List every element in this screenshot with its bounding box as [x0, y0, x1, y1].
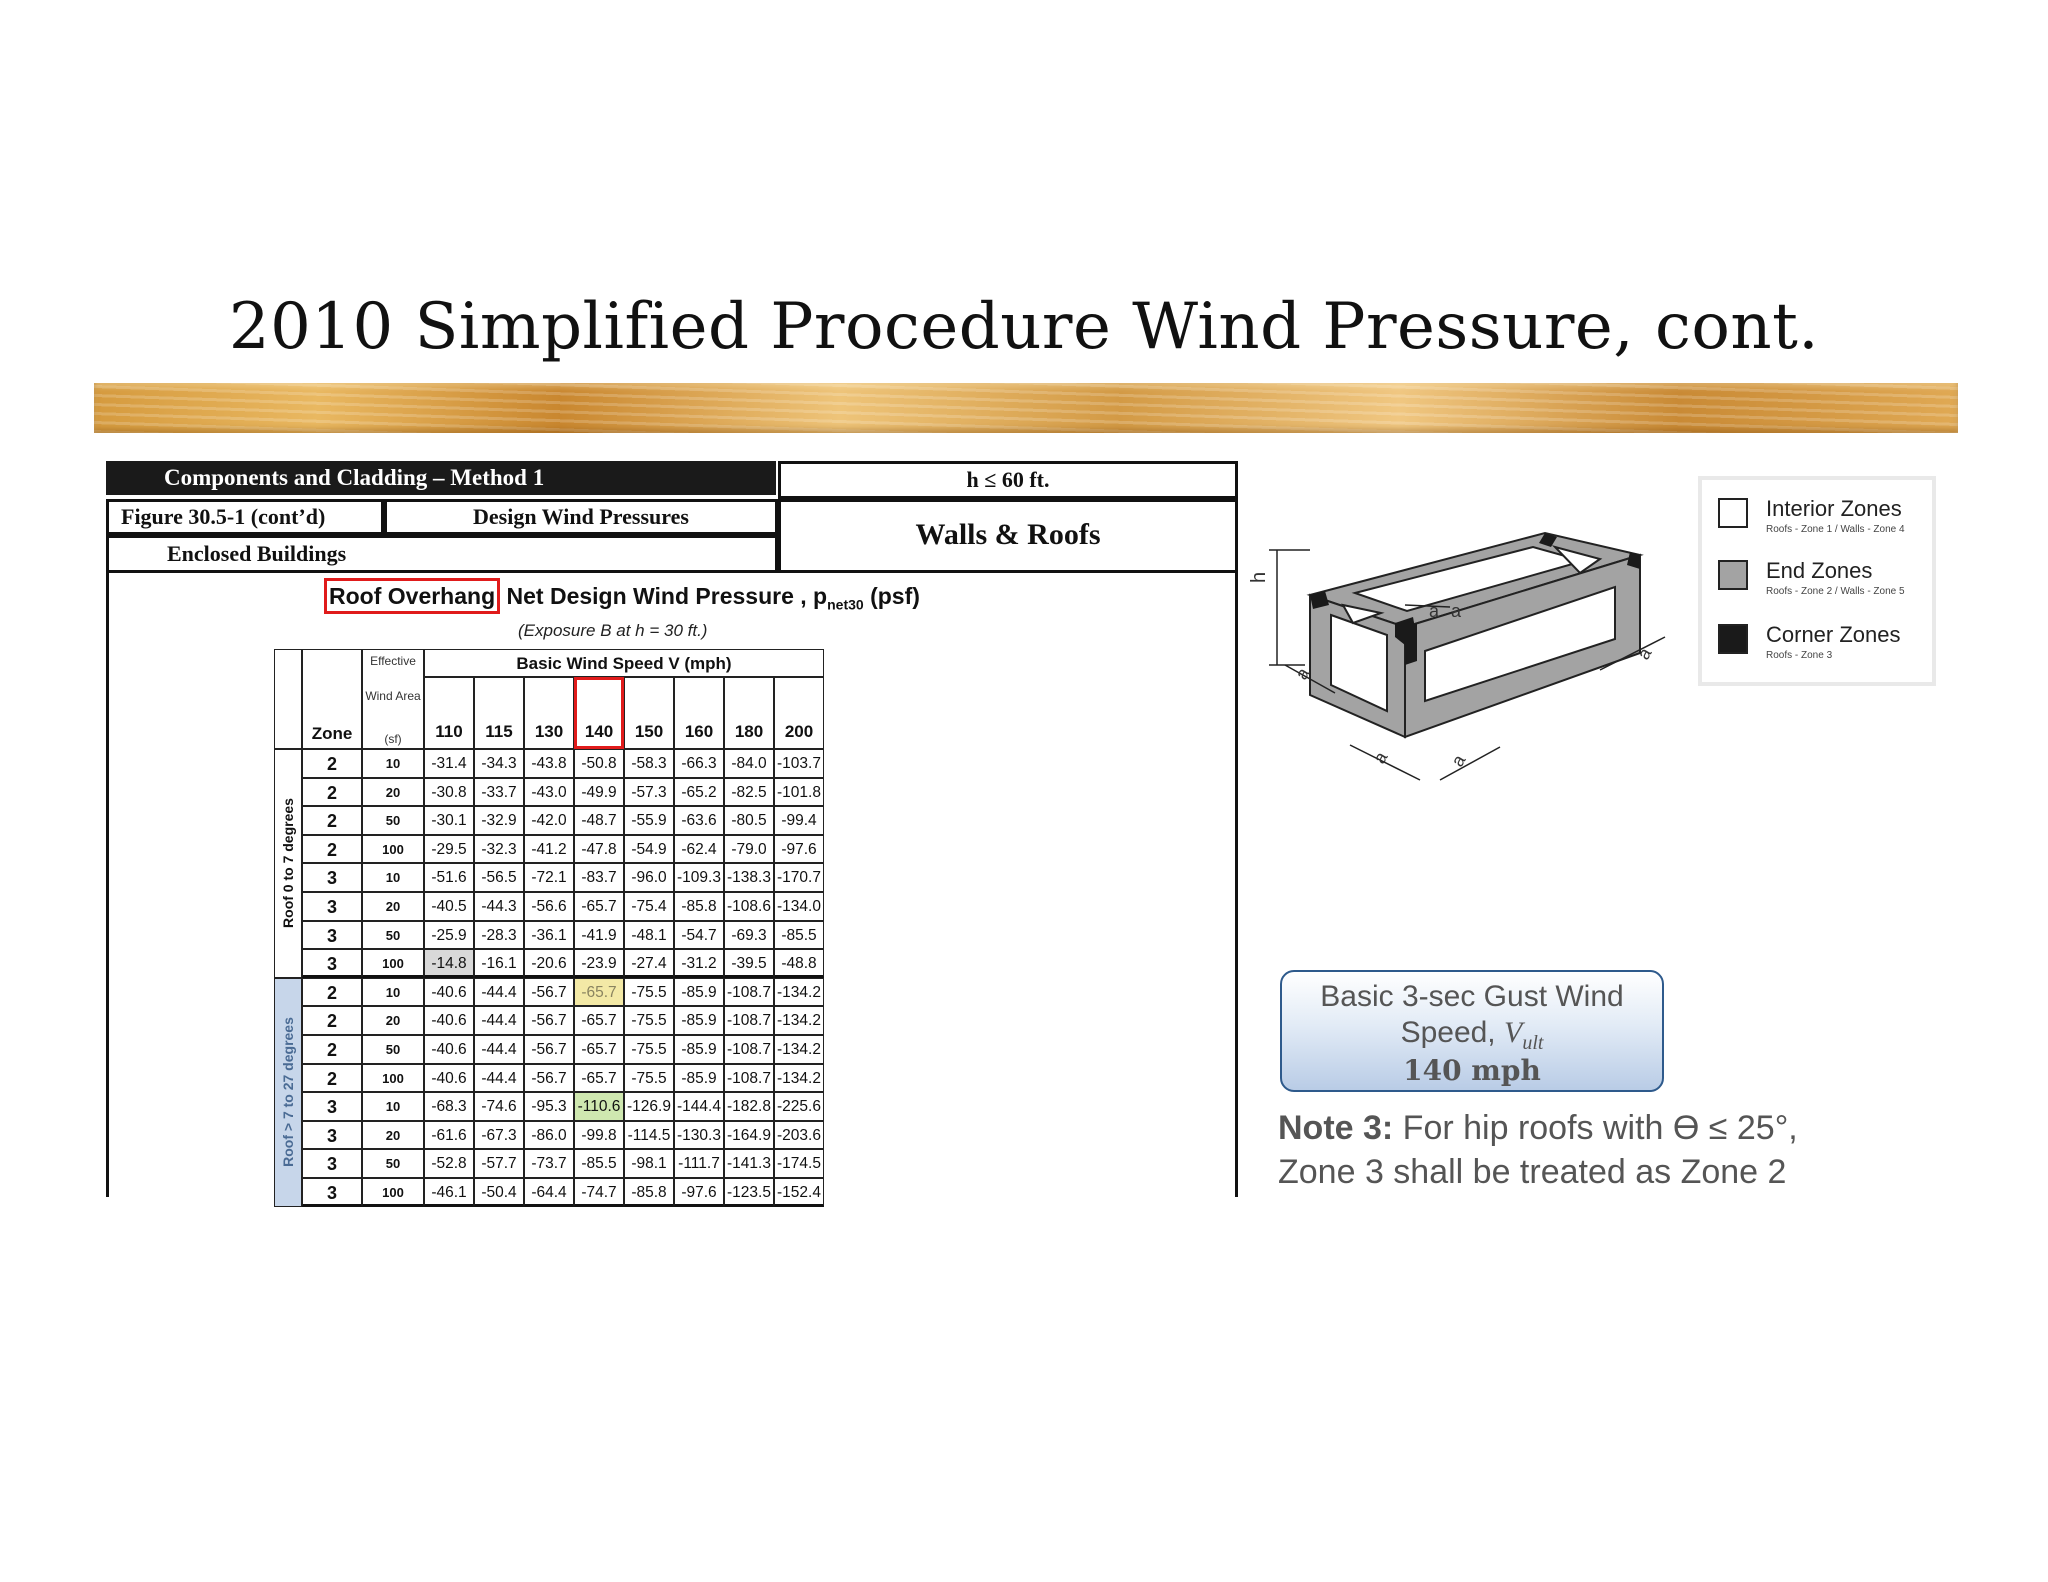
pressure-cell: -108.7 [724, 978, 774, 1007]
pressure-cell: -31.4 [424, 749, 474, 778]
legend-swatch-interior [1718, 498, 1748, 528]
callout-var: V [1503, 1016, 1523, 1049]
pressure-cell: -75.4 [624, 892, 674, 921]
pressure-cell: -85.5 [774, 921, 824, 950]
pressure-cell: -23.9 [574, 949, 624, 978]
pressure-cell: -27.4 [624, 949, 674, 978]
header-enclosed-buildings: Enclosed Buildings [106, 535, 778, 573]
pressure-cell: -64.4 [524, 1178, 574, 1207]
pressure-cell-highlighted: -65.7 [574, 978, 624, 1007]
pressure-cell: -25.9 [424, 921, 474, 950]
pressure-cell: -84.0 [724, 749, 774, 778]
area-cell: 10 [362, 863, 424, 892]
pressure-cell: -95.3 [524, 1092, 574, 1121]
pressure-cell: -44.4 [474, 1064, 524, 1093]
zone-legend [1698, 476, 1936, 686]
pressure-cell: -56.7 [524, 1035, 574, 1064]
figure-id: Figure 30.5-1 (cont’d) [106, 499, 384, 535]
note-text: For hip roofs with ϴ ≤ 25°, Zone 3 shall be treated as Zone 2 [1278, 1109, 1798, 1191]
zone-cell: 2 [302, 749, 362, 778]
area-cell: 20 [362, 1006, 424, 1035]
area-cell: 10 [362, 749, 424, 778]
column-header-area [362, 649, 424, 749]
area-header-line: Effective [370, 654, 416, 668]
zone-cell: 3 [302, 1092, 362, 1121]
pressure-cell: -65.2 [674, 778, 724, 807]
pressure-cell: -56.5 [474, 863, 524, 892]
pressure-cell: -225.6 [774, 1092, 824, 1121]
pressure-cell: -32.3 [474, 835, 524, 864]
area-cell: 20 [362, 1121, 424, 1150]
pressure-cell: -85.9 [674, 1064, 724, 1093]
pressure-cell: -108.7 [724, 1064, 774, 1093]
exposure-note: (Exposure B at h = 30 ft.) [518, 621, 708, 640]
pressure-cell: -97.6 [674, 1178, 724, 1207]
pressure-cell: -74.7 [574, 1178, 624, 1207]
pressure-cell: -85.9 [674, 1006, 724, 1035]
speed-group-header: Basic Wind Speed V (mph) [424, 649, 824, 677]
legend-sub-end: Roofs - Zone 2 / Walls - Zone 5 [1766, 586, 1905, 597]
pressure-cell: -99.8 [574, 1121, 624, 1150]
pressure-cell: -44.3 [474, 892, 524, 921]
area-cell: 50 [362, 1149, 424, 1178]
column-header-zone: Zone [302, 649, 362, 749]
group-label-0 [274, 749, 302, 978]
dim-a-label: a [1291, 664, 1314, 683]
pressure-cell: -44.4 [474, 1006, 524, 1035]
pressure-cell: -50.4 [474, 1178, 524, 1207]
area-header-line: (sf) [384, 732, 402, 746]
pressure-cell: -75.5 [624, 978, 674, 1007]
area-header-line: Wind Area [365, 689, 421, 703]
zone-cell: 3 [302, 1121, 362, 1150]
pressure-cell: -56.7 [524, 1064, 574, 1093]
zone-cell: 3 [302, 1149, 362, 1178]
selected-speed-highlight [574, 677, 624, 749]
pressure-cell: -48.7 [574, 806, 624, 835]
pressure-cell: -51.6 [424, 863, 474, 892]
pressure-cell: -36.1 [524, 921, 574, 950]
pressure-cell: -182.8 [724, 1092, 774, 1121]
note-label: Note 3: [1278, 1109, 1394, 1147]
pressure-cell: -103.7 [774, 749, 824, 778]
pressure-cell: -44.4 [474, 978, 524, 1007]
pressure-cell: -62.4 [674, 835, 724, 864]
pressure-cell: -203.6 [774, 1121, 824, 1150]
zone-cell: 2 [302, 1064, 362, 1093]
speed-header-115: 115 [474, 677, 524, 749]
wind-speed-callout [1280, 970, 1664, 1092]
pressure-cell: -57.3 [624, 778, 674, 807]
pressure-cell: -16.1 [474, 949, 524, 978]
pressure-cell: -108.6 [724, 892, 774, 921]
pressure-cell: -74.6 [474, 1092, 524, 1121]
pressure-cell: -48.1 [624, 921, 674, 950]
pressure-cell: -42.0 [524, 806, 574, 835]
zone-cell: 2 [302, 806, 362, 835]
pressure-cell: -52.8 [424, 1149, 474, 1178]
pressure-cell: -40.6 [424, 1064, 474, 1093]
pressure-cell: -75.5 [624, 1006, 674, 1035]
area-cell: 100 [362, 1064, 424, 1093]
pressure-cell: -134.0 [774, 892, 824, 921]
pressure-cell: -40.5 [424, 892, 474, 921]
pressure-cell: -85.9 [674, 1035, 724, 1064]
pressure-cell: -73.7 [524, 1149, 574, 1178]
pressure-cell: -134.2 [774, 1006, 824, 1035]
zone-cell: 2 [302, 978, 362, 1007]
pressure-cell: -141.3 [724, 1149, 774, 1178]
legend-title-end: End Zones [1766, 558, 1873, 583]
pressure-cell: -41.9 [574, 921, 624, 950]
pressure-cell: -174.5 [774, 1149, 824, 1178]
pressure-cell: -63.6 [674, 806, 724, 835]
speed-header-150: 150 [624, 677, 674, 749]
pressure-cell: -57.7 [474, 1149, 524, 1178]
header-design-wind-pressures: Design Wind Pressures [384, 499, 778, 535]
callout-speed-value: 140 mph [1403, 1054, 1541, 1087]
area-cell: 10 [362, 978, 424, 1007]
zone-cell: 2 [302, 1035, 362, 1064]
dim-a-label: a [1451, 601, 1462, 621]
dim-a-label: a [1429, 601, 1440, 621]
legend-title-corner: Corner Zones [1766, 622, 1901, 647]
pressure-cell: -39.5 [724, 949, 774, 978]
pressure-cell: -47.8 [574, 835, 624, 864]
pressure-cell: -28.3 [474, 921, 524, 950]
legend-swatch-end [1718, 560, 1748, 590]
pressure-cell: -66.3 [674, 749, 724, 778]
pressure-cell: -144.4 [674, 1092, 724, 1121]
pressure-cell: -152.4 [774, 1178, 824, 1207]
pressure-cell: -50.8 [574, 749, 624, 778]
pressure-cell: -68.3 [424, 1092, 474, 1121]
pressure-cell-highlighted: -14.8 [424, 949, 474, 978]
pressure-cell: -108.7 [724, 1035, 774, 1064]
pressure-cell: -98.1 [624, 1149, 674, 1178]
pressure-cell: -56.7 [524, 1006, 574, 1035]
pressure-cell: -65.7 [574, 1035, 624, 1064]
pressure-cell: -126.9 [624, 1092, 674, 1121]
pressure-cell: -134.2 [774, 978, 824, 1007]
group-label-text: Roof > 7 to 27 degrees [280, 1017, 296, 1168]
pressure-cell: -97.6 [774, 835, 824, 864]
pressure-cell: -43.0 [524, 778, 574, 807]
pressure-cell: -99.4 [774, 806, 824, 835]
roof-overhang-highlight: Roof Overhang [324, 578, 500, 614]
zone-cell: 2 [302, 835, 362, 864]
pressure-cell: -56.7 [524, 978, 574, 1007]
group-label-1 [274, 978, 302, 1207]
pressure-cell-highlighted: -110.6 [574, 1092, 624, 1121]
pressure-cell: -20.6 [524, 949, 574, 978]
dim-h-label: h [1248, 571, 1270, 583]
pressure-cell: -30.8 [424, 778, 474, 807]
pressure-cell: -96.0 [624, 863, 674, 892]
frame-left [106, 573, 109, 1197]
zone-cell: 3 [302, 863, 362, 892]
pressure-cell: -101.8 [774, 778, 824, 807]
wood-divider-bar [94, 383, 1958, 433]
pressure-cell: -75.5 [624, 1035, 674, 1064]
pressure-cell: -44.4 [474, 1035, 524, 1064]
table-title [324, 583, 920, 613]
pressure-cell: -54.7 [674, 921, 724, 950]
building-zone-diagram [1248, 455, 1695, 805]
pressure-cell: -43.8 [524, 749, 574, 778]
zone-cell: 3 [302, 949, 362, 978]
pressure-cell: -65.7 [574, 1064, 624, 1093]
pressure-cell: -40.6 [424, 1006, 474, 1035]
zone-cell: 3 [302, 892, 362, 921]
pressure-cell: -58.3 [624, 749, 674, 778]
pressure-cell: -134.2 [774, 1035, 824, 1064]
header-walls-roofs: Walls & Roofs [778, 499, 1238, 573]
pressure-cell: -30.1 [424, 806, 474, 835]
pressure-cell: -114.5 [624, 1121, 674, 1150]
legend-sub-interior: Roofs - Zone 1 / Walls - Zone 4 [1766, 524, 1905, 535]
pressure-cell: -40.6 [424, 1035, 474, 1064]
pressure-cell: -85.5 [574, 1149, 624, 1178]
pressure-cell: -65.7 [574, 1006, 624, 1035]
pressure-cell: -134.2 [774, 1064, 824, 1093]
pressure-cell: -46.1 [424, 1178, 474, 1207]
dim-a-label: a [1633, 644, 1656, 663]
dim-a-label: a [1369, 748, 1392, 767]
area-cell: 100 [362, 835, 424, 864]
callout-line2-prefix: Speed, [1400, 1016, 1504, 1049]
speed-header-200: 200 [774, 677, 824, 749]
area-cell: 10 [362, 1092, 424, 1121]
pressure-cell: -34.3 [474, 749, 524, 778]
pressure-cell: -31.2 [674, 949, 724, 978]
dim-a-label: a [1447, 751, 1470, 770]
pressure-cell: -29.5 [424, 835, 474, 864]
speed-header-110: 110 [424, 677, 474, 749]
pressure-cell: -49.9 [574, 778, 624, 807]
zone-cell: 2 [302, 778, 362, 807]
zone-cell: 3 [302, 1178, 362, 1207]
pressure-cell: -55.9 [624, 806, 674, 835]
area-cell: 50 [362, 1035, 424, 1064]
pressure-cell: -33.7 [474, 778, 524, 807]
pressure-cell: -85.9 [674, 978, 724, 1007]
area-cell: 50 [362, 806, 424, 835]
speed-header-130: 130 [524, 677, 574, 749]
table-title-sub: net30 [827, 596, 864, 613]
pressure-cell: -56.6 [524, 892, 574, 921]
pressure-cell: -170.7 [774, 863, 824, 892]
callout-line2 [1282, 1016, 1662, 1055]
area-cell: 20 [362, 892, 424, 921]
legend-sub-corner: Roofs - Zone 3 [1766, 650, 1833, 661]
pressure-cell: -41.2 [524, 835, 574, 864]
note-3 [1278, 1106, 1878, 1194]
pressure-cell: -85.8 [674, 892, 724, 921]
pressure-cell: -61.6 [424, 1121, 474, 1150]
pressure-cell: -67.3 [474, 1121, 524, 1150]
pressure-cell: -111.7 [674, 1149, 724, 1178]
figure-panel [106, 461, 1238, 1203]
pressure-cell: -48.8 [774, 949, 824, 978]
pressure-cell: -79.0 [724, 835, 774, 864]
table-title-rest: Net Design Wind Pressure , p [500, 583, 828, 609]
header-method: Components and Cladding – Method 1 [106, 461, 776, 495]
speed-header-140: 140 [574, 677, 624, 749]
pressure-cell: -85.8 [624, 1178, 674, 1207]
pressure-cell: -123.5 [724, 1178, 774, 1207]
group-label-text: Roof 0 to 7 degrees [280, 798, 297, 929]
area-cell: 100 [362, 1178, 424, 1207]
header-height-limit: h ≤ 60 ft. [778, 461, 1238, 499]
speed-header-160: 160 [674, 677, 724, 749]
speed-header-180: 180 [724, 677, 774, 749]
frame-right [1235, 573, 1238, 1197]
callout-line1: Basic 3-sec Gust Wind [1320, 980, 1624, 1013]
pressure-cell: -108.7 [724, 1006, 774, 1035]
zone-cell: 2 [302, 1006, 362, 1035]
pressure-cell: -54.9 [624, 835, 674, 864]
area-cell: 100 [362, 949, 424, 978]
legend-title-interior: Interior Zones [1766, 496, 1902, 521]
area-cell: 20 [362, 778, 424, 807]
pressure-cell: -75.5 [624, 1064, 674, 1093]
legend-swatch-corner [1718, 624, 1748, 654]
pressure-cell: -138.3 [724, 863, 774, 892]
zone-cell: 3 [302, 921, 362, 950]
pressure-cell: -69.3 [724, 921, 774, 950]
pressure-cell: -109.3 [674, 863, 724, 892]
pressure-cell: -65.7 [574, 892, 624, 921]
pressure-cell: -72.1 [524, 863, 574, 892]
pressure-cell: -86.0 [524, 1121, 574, 1150]
pressure-cell: -82.5 [724, 778, 774, 807]
pressure-cell: -80.5 [724, 806, 774, 835]
table-header-corner [274, 649, 302, 749]
callout-var-sub: ult [1522, 1032, 1544, 1054]
pressure-cell: -40.6 [424, 978, 474, 1007]
pressure-cell: -32.9 [474, 806, 524, 835]
area-cell: 50 [362, 921, 424, 950]
slide-title: 2010 Simplified Procedure Wind Pressure, cont. [228, 290, 1820, 364]
pressure-cell: -130.3 [674, 1121, 724, 1150]
table-title-unit: (psf) [863, 583, 920, 609]
pressure-cell: -164.9 [724, 1121, 774, 1150]
pressure-cell: -83.7 [574, 863, 624, 892]
